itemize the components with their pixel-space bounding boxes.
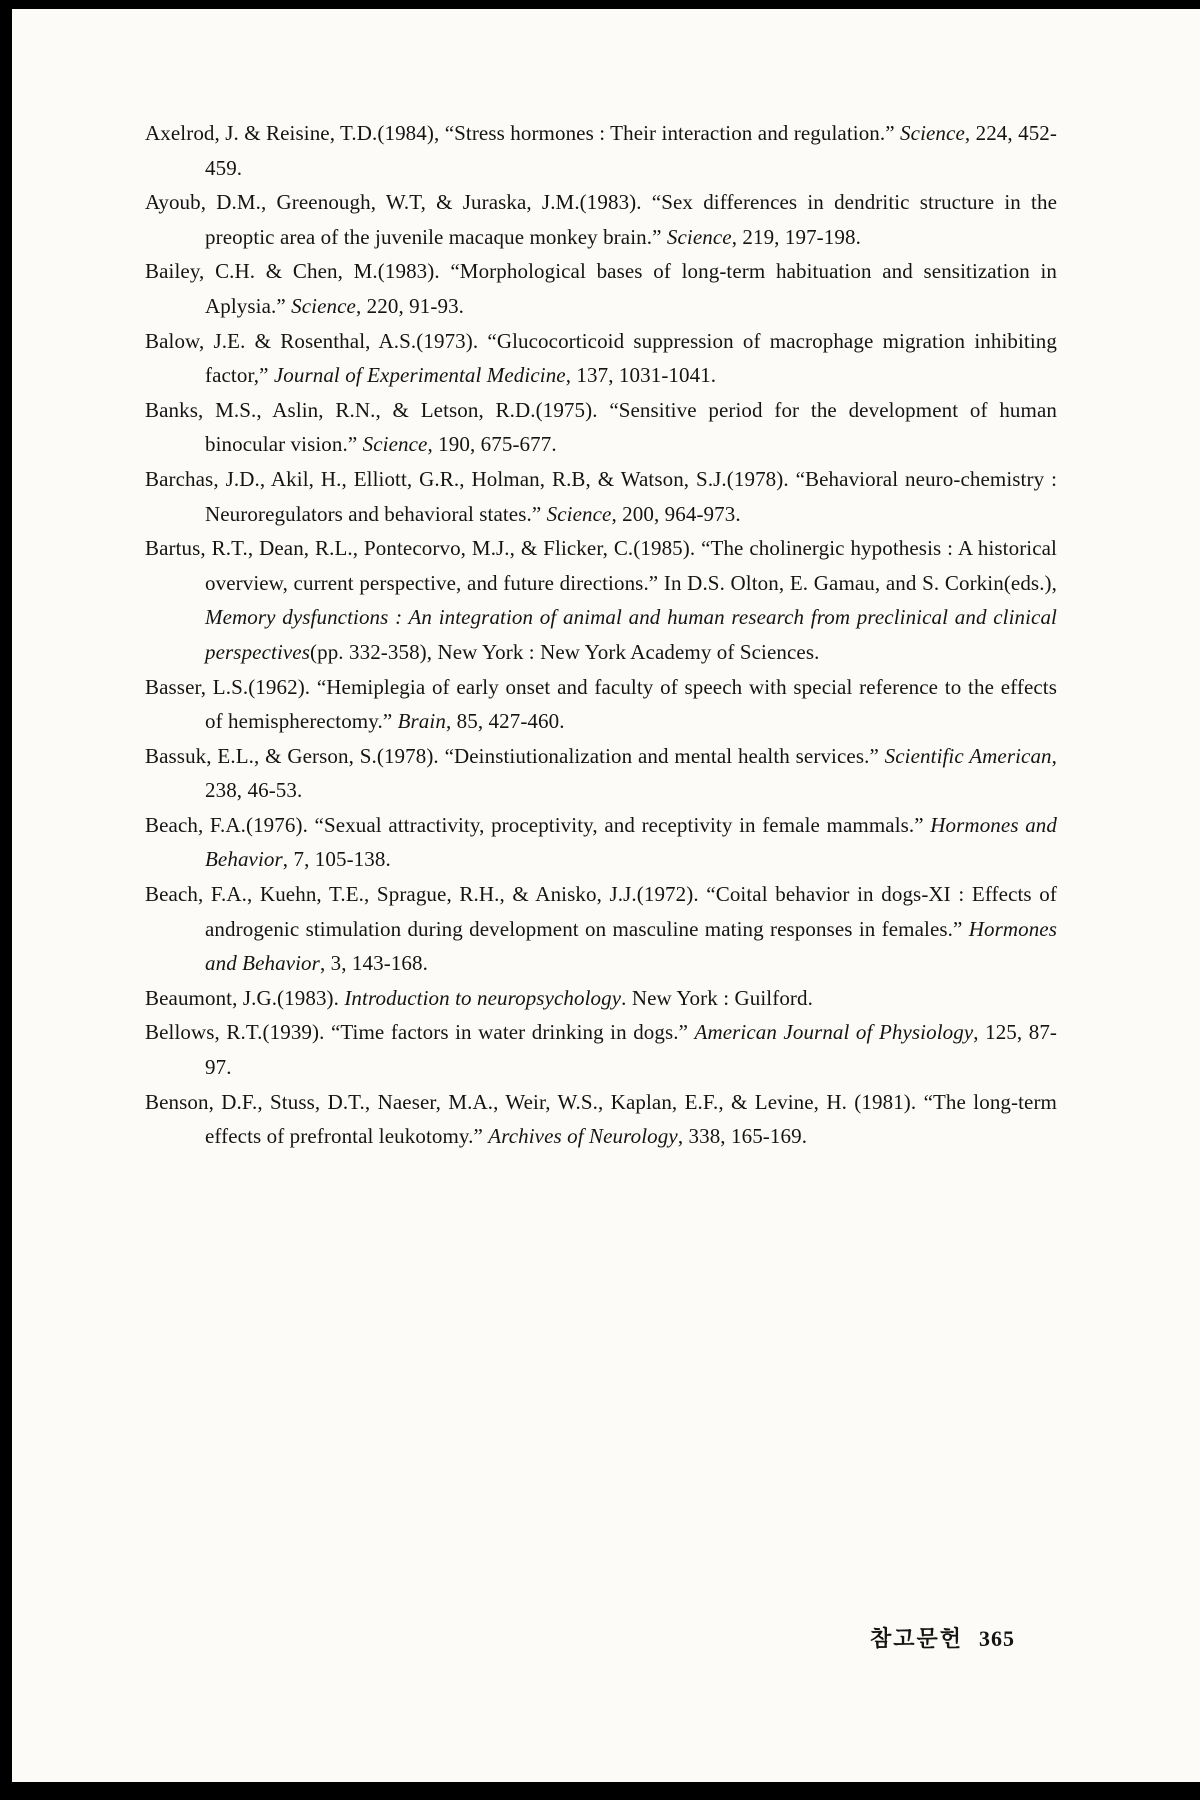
journal-or-book-title: Hormones and Behavior — [205, 916, 1057, 976]
reference-text: . New York : Guilford. — [621, 985, 813, 1010]
scan-edge-bottom — [0, 1782, 1200, 1800]
page-footer — [870, 1622, 1015, 1653]
reference-entry — [145, 1015, 1057, 1084]
reference-text: Basser, L.S.(1962). “Hemiplegia of early onset and faculty of speech with special reference to the effects of hemispherectomy.” — [145, 674, 1057, 734]
scan-edge-top — [0, 0, 1200, 9]
journal-or-book-title: Hormones and Behavior — [205, 812, 1058, 872]
reference-text: , 85, 427-460. — [445, 709, 565, 734]
scan-edge-left — [0, 0, 12, 1800]
references-list — [145, 116, 1057, 1154]
reference-text: Barchas, J.D., Akil, H., Elliott, G.R., Holman, R.B, & Watson, S.J.(1978). “Behavioral neuro-chemistry : Neuroregulators and behavioral states.” — [145, 466, 1057, 526]
reference-text: , 219, 197-198. — [731, 224, 861, 249]
journal-or-book-title: Science — [666, 224, 732, 249]
journal-or-book-title: Introduction to neuropsychology — [344, 985, 622, 1010]
reference-text: , 224, 452-459. — [205, 121, 1058, 180]
reference-text: Beach, F.A., Kuehn, T.E., Sprague, R.H., & Anisko, J.J.(1972). “Coital behavior in dogs-XI : Effects of androgenic stimulation during development on masculine mating responses in females.” — [145, 882, 1057, 941]
reference-text: (pp. 332-358), New York : New York Academy of Sciences. — [310, 639, 820, 664]
reference-entry — [145, 981, 1057, 1016]
reference-entry — [145, 531, 1057, 669]
journal-or-book-title: Memory dysfunctions : An integration of animal and human research from preclinical and clinical perspectives — [205, 605, 1057, 664]
reference-text: Bartus, R.T., Dean, R.L., Pontecorvo, M.J., & Flicker, C.(1985). “The cholinergic hypothesis : A historical overview, current perspective, and future directions.” In D.S. Olton, E. Gamau, and S. Corkin(eds.), — [145, 536, 1057, 595]
reference-text: , 7, 105-138. — [282, 847, 391, 872]
reference-entry — [145, 393, 1057, 462]
reference-entry — [145, 116, 1057, 185]
reference-entry — [145, 324, 1057, 393]
reference-text: , 137, 1031-1041. — [565, 363, 717, 388]
reference-text: Axelrod, J. & Reisine, T.D.(1984), “Stress hormones : Their interaction and regulation.” — [145, 121, 901, 145]
reference-entry — [145, 254, 1057, 323]
footer-page-number: 365 — [979, 1626, 1015, 1651]
reference-entry — [145, 462, 1057, 531]
reference-text: , 238, 46-53. — [205, 743, 1058, 803]
reference-text: Beach, F.A.(1976). “Sexual attractivity, proceptivity, and receptivity in female mammals.” — [145, 812, 931, 837]
reference-text: Benson, D.F., Stuss, D.T., Naeser, M.A., Weir, W.S., Kaplan, E.F., & Levine, H. (1981). “The long-term effects of prefrontal leukotomy.” — [145, 1089, 1057, 1149]
reference-text: , 200, 964-973. — [611, 501, 741, 526]
reference-text: , 220, 91-93. — [355, 293, 465, 318]
reference-text: Bailey, C.H. & Chen, M.(1983). “Morphological bases of long-term habituation and sensitization in Aplysia.” — [145, 259, 1057, 318]
journal-or-book-title: American Journal of Physiology — [694, 1020, 974, 1045]
reference-text: , 338, 165-169. — [677, 1124, 808, 1149]
reference-entry — [145, 739, 1057, 808]
reference-entry — [145, 808, 1057, 877]
journal-or-book-title: Science — [362, 432, 428, 457]
reference-text: Ayoub, D.M., Greenough, W.T, & Juraska, J.M.(1983). “Sex differences in dendritic structure in the preoptic area of the juvenile macaque monkey brain.” — [145, 190, 1057, 249]
reference-text: , 3, 143-168. — [319, 951, 428, 976]
journal-or-book-title: Science — [546, 501, 612, 526]
footer-section-label: 참고문헌 — [869, 1626, 963, 1651]
journal-or-book-title: Science — [900, 121, 965, 145]
reference-text: Beaumont, J.G.(1983). — [145, 985, 345, 1010]
reference-text: Balow, J.E. & Rosenthal, A.S.(1973). “Glucocorticoid suppression of macrophage migration inhibiting factor,” — [145, 328, 1057, 388]
reference-text: , 190, 675-677. — [427, 432, 557, 457]
reference-entry — [145, 877, 1057, 981]
journal-or-book-title: Scientific American — [884, 743, 1052, 768]
journal-or-book-title: Science — [291, 293, 356, 318]
journal-or-book-title: Archives of Neurology — [488, 1124, 678, 1149]
reference-text: Bassuk, E.L., & Gerson, S.(1978). “Deinstiutionalization and mental health services.” — [145, 743, 885, 768]
reference-entry — [145, 1085, 1057, 1154]
reference-entry — [145, 185, 1057, 254]
journal-or-book-title: Brain — [397, 709, 446, 734]
journal-or-book-title: Journal of Experimental Medicine — [273, 363, 566, 388]
reference-entry — [145, 670, 1057, 739]
reference-text: , 125, 87-97. — [205, 1020, 1058, 1080]
reference-text: Banks, M.S., Aslin, R.N., & Letson, R.D.(1975). “Sensitive period for the development of human binocular vision.” — [145, 397, 1057, 457]
reference-text: Bellows, R.T.(1939). “Time factors in water drinking in dogs.” — [145, 1020, 695, 1045]
